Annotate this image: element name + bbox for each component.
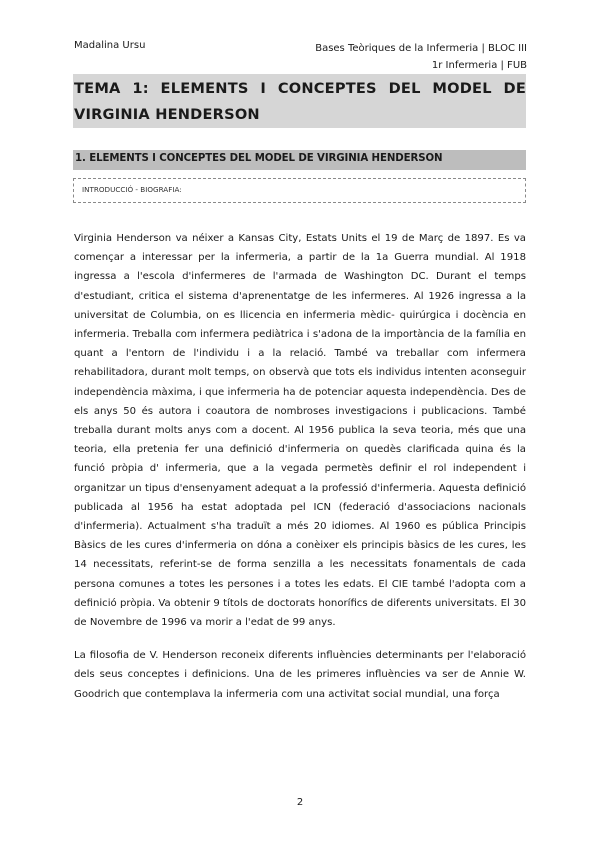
paragraph-biography: Virginia Henderson va néixer a Kansas City, Estats Units el 19 de Març de 1897. Es va començar a interessar per la infermeria, a partir de la 1a Guerra mundial. Al 1918 ingressa a l'escola d'infermeres de l'armada de Washington DC. Durant el temps d'estudiant, critica el sistema d'aprenentatge de les infermeres. Al 1926 ingressa a la universitat de Columbia, on es llicencia en infermeria mèdic- quirúrgica i docència en infermeria. Treballa com infermera pediàtrica i s'adona de la importància de la família en quant a l'entorn de l'individu i a la relació. També va treballar com infermera rehabilitadora, durant molt temps, on observà que tots els individus intenten aconseguir independència màxima, i que infermeria ha de potenciar aquesta independència. Des de els anys 50 és autora i coautora de nombroses investigacions i publicacions. També treballa durant molts anys com a docent. Al 1956 publica la seva teoria, més que una teoria, ella pretenia fer una definició d'infermeria on quedès clarificada quina és la funció pròpia d' infermeria, que a la vegada permetès definir el rol independent i organitzar un tipus d'ensenyament adequat a la professió d'infermeria. Aquesta definició publicada al 1956 ha estat adoptada pel ICN (federació d'associacions nacionals d'infermeria). Actualment s'ha traduït a més 20 idiomes. Al 1960 es pública Principis Bàsics de les cures d'infermeria on dóna a conèixer els principis bàsics de les cures, les 14 necessitats, referint-se de forma senzilla a les necessitats fonamentals de cada persona comunes a totes les persones i a totes les edats. El CIE també l'adopta com a definició pròpia. Va obtenir 9 títols de doctorats honorífics de diferents universitats. El 30 de Novembre de 1996 va morir a l'edat de 99 anys. (74, 233, 526, 629)
paragraph-philosophy: La filosofia de V. Henderson reconeix diferents influències determinants per l'elaboració dels seus conceptes i definicions. Una de les primeres influències va ser de Annie W. Goodrich que contemplava la infermeria com una activitat social mundial, una força (74, 650, 526, 700)
subsection-box (73, 178, 526, 203)
document-title: TEMA 1: ELEMENTS I CONCEPTES DEL MODEL DE VIRGINIA HENDERSON (74, 80, 526, 123)
body-text (74, 229, 526, 718)
section-heading: 1. ELEMENTS I CONCEPTES DEL MODEL DE VIRGINIA HENDERSON (75, 153, 443, 164)
header-course: Bases Teòriques de la Infermeria | BLOC III (315, 43, 527, 54)
header-program: 1r Infermeria | FUB (431, 60, 527, 71)
header-course-info (315, 40, 527, 74)
header-author: Madalina Ursu (74, 40, 146, 51)
page-number: 2 (296, 797, 304, 808)
subsection-label: INTRODUCCIÓ - BIOGRAFIA: (82, 185, 182, 194)
